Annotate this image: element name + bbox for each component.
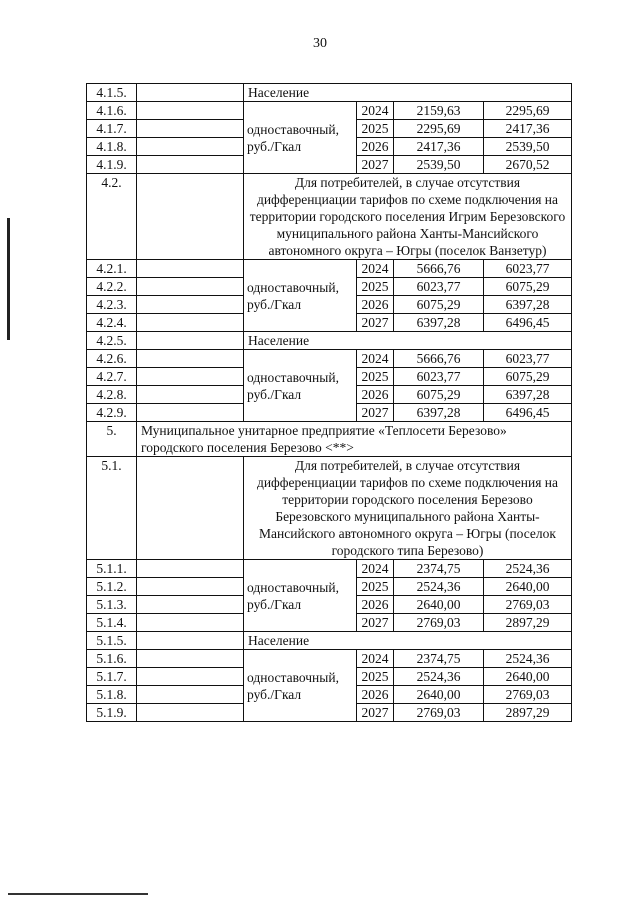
empty-cell	[137, 296, 244, 314]
row-number-cell: 5.1.9.	[87, 704, 137, 722]
tariff-value-2-cell: 6075,29	[484, 278, 572, 296]
row-number-cell: 4.2.	[87, 174, 137, 260]
row-number-cell: 4.2.1.	[87, 260, 137, 278]
row-number-cell: 4.2.8.	[87, 386, 137, 404]
tariff-value-1-cell: 2524,36	[394, 578, 484, 596]
tariff-value-1-cell: 6075,29	[394, 296, 484, 314]
tariff-value-2-cell: 6075,29	[484, 368, 572, 386]
tariff-value-2-cell: 6496,45	[484, 404, 572, 422]
consumer-group-row	[87, 457, 572, 560]
row-number-cell: 4.1.8.	[87, 138, 137, 156]
year-cell: 2025	[357, 368, 394, 386]
organization-row	[87, 422, 572, 457]
year-cell: 2026	[357, 596, 394, 614]
empty-cell	[137, 650, 244, 668]
tariff-value-2-cell: 2524,36	[484, 560, 572, 578]
year-cell: 2026	[357, 296, 394, 314]
consumer-group-description: Для потребителей, в случае отсутствия дифференциации тарифов по схеме подключения на территории городского поселения Березово Березовского муниципального района Ханты-Мансийского автономного округа – Югры (поселок городского типа Березово)	[244, 457, 572, 560]
empty-cell	[137, 174, 244, 260]
tariff-value-1-cell: 6075,29	[394, 386, 484, 404]
row-number-cell: 5.1.3.	[87, 596, 137, 614]
year-cell: 2025	[357, 120, 394, 138]
year-cell: 2024	[357, 650, 394, 668]
tariff-value-2-cell: 2539,50	[484, 138, 572, 156]
tariff-table	[86, 83, 572, 722]
table-row	[87, 650, 572, 668]
empty-cell	[137, 614, 244, 632]
organization-name-cell: Муниципальное унитарное предприятие «Теплосети Березово» городского поселения Березово <**>	[137, 422, 572, 457]
population-label-row	[87, 332, 572, 350]
margin-mark	[7, 218, 10, 340]
empty-cell	[137, 368, 244, 386]
year-cell: 2027	[357, 614, 394, 632]
year-cell: 2027	[357, 404, 394, 422]
page-number: 30	[313, 36, 327, 51]
tariff-value-2-cell: 2897,29	[484, 704, 572, 722]
population-label-cell: Население	[244, 632, 572, 650]
year-cell: 2025	[357, 668, 394, 686]
tariff-value-2-cell: 6397,28	[484, 296, 572, 314]
row-number-cell: 5.	[87, 422, 137, 457]
empty-cell	[137, 314, 244, 332]
year-cell: 2024	[357, 560, 394, 578]
tariff-value-2-cell: 6023,77	[484, 350, 572, 368]
tariff-value-1-cell: 5666,76	[394, 350, 484, 368]
tariff-value-2-cell: 6023,77	[484, 260, 572, 278]
row-number-cell: 4.2.5.	[87, 332, 137, 350]
row-number-cell: 5.1.6.	[87, 650, 137, 668]
tariff-value-1-cell: 2640,00	[394, 596, 484, 614]
population-label-cell: Население	[244, 84, 572, 102]
tariff-value-1-cell: 5666,76	[394, 260, 484, 278]
unit-cell: одноставочный, руб./Гкал	[244, 650, 357, 722]
tariff-value-1-cell: 6397,28	[394, 314, 484, 332]
population-label-cell: Население	[244, 332, 572, 350]
tariff-value-2-cell: 2295,69	[484, 102, 572, 120]
table-row	[87, 260, 572, 278]
year-cell: 2024	[357, 350, 394, 368]
consumer-group-description: Для потребителей, в случае отсутствия дифференциации тарифов по схеме подключения на территории городского поселения Игрим Березовского муниципального района Ханты-Мансийского автономного округа – Югры (поселок Ванзетур)	[244, 174, 572, 260]
empty-cell	[137, 560, 244, 578]
tariff-value-2-cell: 6397,28	[484, 386, 572, 404]
row-number-cell: 4.1.6.	[87, 102, 137, 120]
unit-cell: одноставочный, руб./Гкал	[244, 350, 357, 422]
tariff-value-1-cell: 2417,36	[394, 138, 484, 156]
tariff-value-2-cell: 2769,03	[484, 596, 572, 614]
empty-cell	[137, 404, 244, 422]
tariff-value-1-cell: 2374,75	[394, 650, 484, 668]
row-number-cell: 4.2.2.	[87, 278, 137, 296]
row-number-cell: 4.2.9.	[87, 404, 137, 422]
tariff-value-1-cell: 6397,28	[394, 404, 484, 422]
bottom-rule	[8, 893, 148, 895]
tariff-value-1-cell: 6023,77	[394, 278, 484, 296]
table-row	[87, 350, 572, 368]
tariff-value-2-cell: 2670,52	[484, 156, 572, 174]
empty-cell	[137, 260, 244, 278]
year-cell: 2027	[357, 314, 394, 332]
population-label-row	[87, 84, 572, 102]
empty-cell	[137, 138, 244, 156]
row-number-cell: 4.1.7.	[87, 120, 137, 138]
year-cell: 2024	[357, 102, 394, 120]
unit-cell: одноставочный, руб./Гкал	[244, 260, 357, 332]
row-number-cell: 5.1.4.	[87, 614, 137, 632]
year-cell: 2027	[357, 156, 394, 174]
year-cell: 2026	[357, 686, 394, 704]
empty-cell	[137, 596, 244, 614]
population-label-row	[87, 632, 572, 650]
consumer-group-row	[87, 174, 572, 260]
year-cell: 2025	[357, 578, 394, 596]
row-number-cell: 5.1.5.	[87, 632, 137, 650]
tariff-value-1-cell: 2640,00	[394, 686, 484, 704]
empty-cell	[137, 686, 244, 704]
year-cell: 2026	[357, 386, 394, 404]
empty-cell	[137, 632, 244, 650]
tariff-value-2-cell: 2524,36	[484, 650, 572, 668]
empty-cell	[137, 120, 244, 138]
year-cell: 2025	[357, 278, 394, 296]
tariff-value-2-cell: 2640,00	[484, 578, 572, 596]
empty-cell	[137, 278, 244, 296]
tariff-value-1-cell: 6023,77	[394, 368, 484, 386]
row-number-cell: 4.2.4.	[87, 314, 137, 332]
tariff-value-2-cell: 6496,45	[484, 314, 572, 332]
tariff-value-1-cell: 2374,75	[394, 560, 484, 578]
row-number-cell: 4.1.9.	[87, 156, 137, 174]
tariff-value-1-cell: 2769,03	[394, 614, 484, 632]
empty-cell	[137, 102, 244, 120]
tariff-value-2-cell: 2640,00	[484, 668, 572, 686]
tariff-value-1-cell: 2295,69	[394, 120, 484, 138]
year-cell: 2026	[357, 138, 394, 156]
row-number-cell: 4.2.3.	[87, 296, 137, 314]
empty-cell	[137, 578, 244, 596]
empty-cell	[137, 350, 244, 368]
row-number-cell: 5.1.1.	[87, 560, 137, 578]
row-number-cell: 5.1.2.	[87, 578, 137, 596]
tariff-value-1-cell: 2769,03	[394, 704, 484, 722]
table-row	[87, 102, 572, 120]
empty-cell	[137, 704, 244, 722]
year-cell: 2027	[357, 704, 394, 722]
row-number-cell: 5.1.8.	[87, 686, 137, 704]
row-number-cell: 4.1.5.	[87, 84, 137, 102]
tariff-value-1-cell: 2524,36	[394, 668, 484, 686]
tariff-value-2-cell: 2897,29	[484, 614, 572, 632]
empty-cell	[137, 668, 244, 686]
tariff-value-1-cell: 2159,63	[394, 102, 484, 120]
row-number-cell: 4.2.6.	[87, 350, 137, 368]
tariff-value-2-cell: 2417,36	[484, 120, 572, 138]
empty-cell	[137, 332, 244, 350]
table-row	[87, 560, 572, 578]
empty-cell	[137, 84, 244, 102]
row-number-cell: 5.1.7.	[87, 668, 137, 686]
row-number-cell: 4.2.7.	[87, 368, 137, 386]
unit-cell: одноставочный, руб./Гкал	[244, 560, 357, 632]
year-cell: 2024	[357, 260, 394, 278]
empty-cell	[137, 156, 244, 174]
tariff-value-1-cell: 2539,50	[394, 156, 484, 174]
empty-cell	[137, 457, 244, 560]
row-number-cell: 5.1.	[87, 457, 137, 560]
empty-cell	[137, 386, 244, 404]
unit-cell: одноставочный, руб./Гкал	[244, 102, 357, 174]
tariff-value-2-cell: 2769,03	[484, 686, 572, 704]
